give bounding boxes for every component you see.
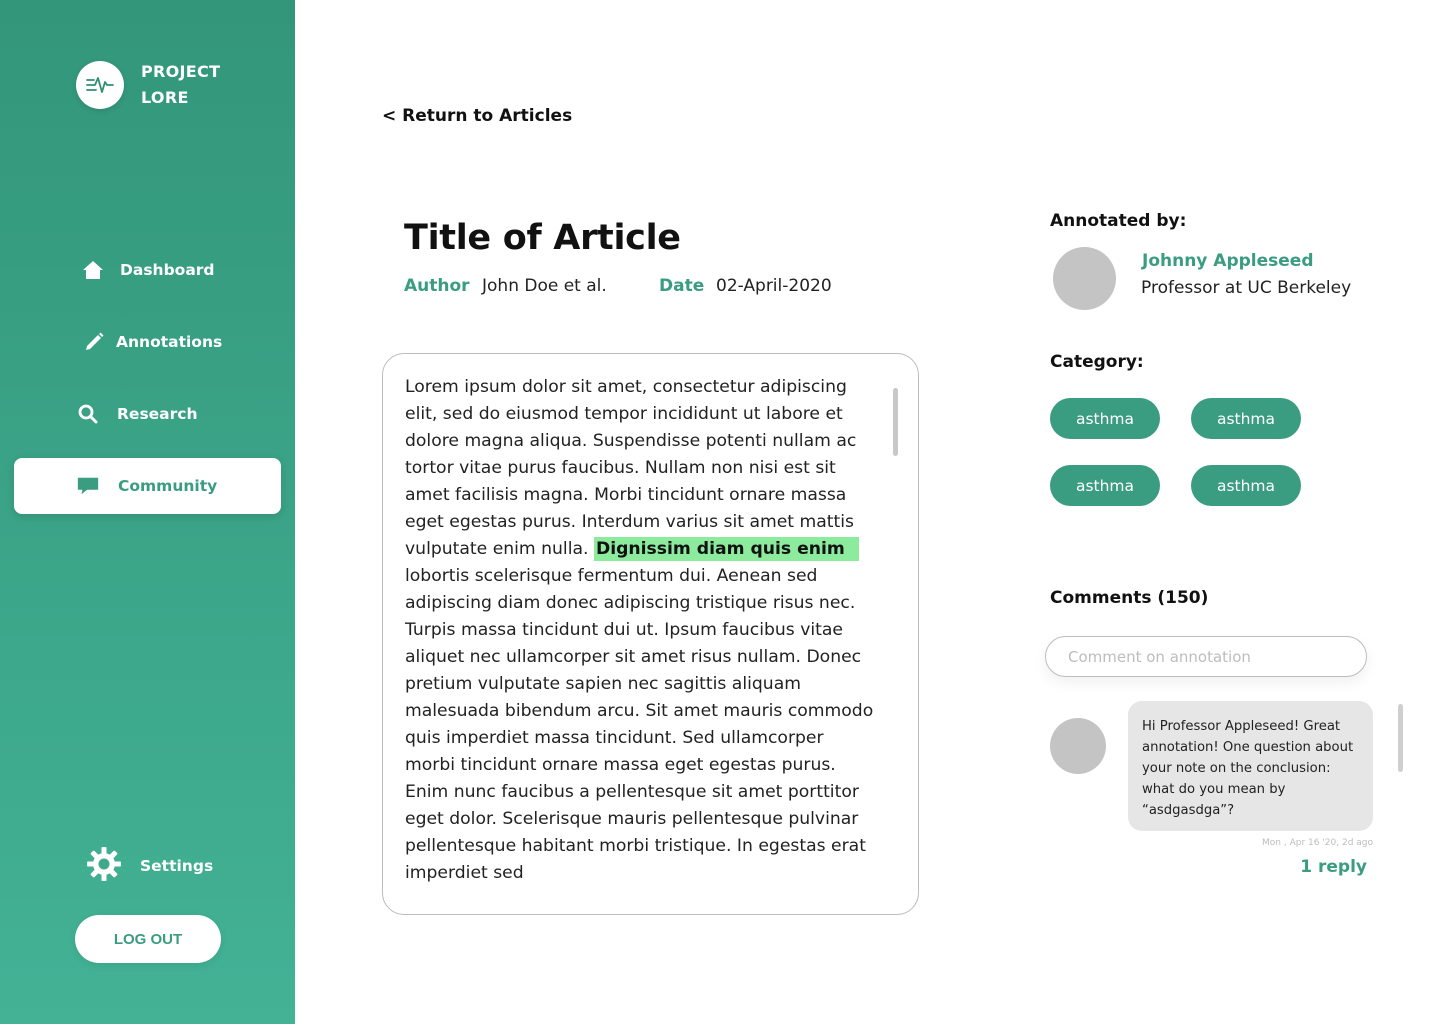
sidebar-item-label: Annotations (116, 333, 223, 351)
comment-bubble: Hi Professor Appleseed! Great annotation! One question about your note on the conclusion: what do you mean by “asdgasdga”? (1128, 701, 1373, 831)
sidebar-item-dashboard[interactable] (14, 242, 281, 298)
date-value: 02-April-2020 (716, 276, 832, 296)
category-tag[interactable]: asthma (1191, 465, 1301, 506)
sidebar (0, 0, 295, 1024)
author-value-wrap (482, 276, 607, 296)
home-icon (81, 258, 105, 282)
sidebar-item-community[interactable] (14, 458, 281, 514)
brand[interactable] (76, 59, 231, 111)
gear-icon (86, 846, 122, 886)
brand-line-1: PROJECT (141, 62, 221, 81)
pencil-icon (82, 330, 106, 354)
comments-scrollbar[interactable] (1398, 704, 1403, 772)
article-body-panel[interactable] (382, 353, 919, 915)
sidebar-item-research[interactable] (14, 386, 281, 442)
annotated-by-label: Annotated by: (1050, 211, 1187, 231)
return-to-articles-link[interactable]: < Return to Articles (382, 106, 573, 126)
author-label: Author (404, 276, 470, 296)
logout-button[interactable]: LOG OUT (75, 915, 221, 963)
commenter-avatar[interactable] (1050, 718, 1106, 774)
category-tag[interactable]: asthma (1050, 398, 1160, 439)
category-tag[interactable]: asthma (1050, 465, 1160, 506)
date-value-wrap (716, 276, 832, 296)
settings-button[interactable] (86, 846, 213, 886)
replies-link[interactable]: 1 reply (1300, 857, 1367, 877)
article-text-after: lobortis scelerisque fermentum dui. Aenean sed adipiscing diam donec adipiscing tristique risus nec. Turpis massa tincidunt dui ut. Ipsum faucibus vitae aliquet nec ullamcorper sit amet risus nullam. Donec pretium vulputate sapien nec sagittis aliquam malesuada bibendum arcu. Sit amet mauris commodo quis imperdiet massa tincidunt. Sed ullamcorper morbi tincidunt ornare massa eget egestas purus. Enim nunc faucibus a pellentesque sit amet porttitor eget dolor. Scelerisque mauris pellentesque pulvinar pellentesque habitant morbi tristique. In egestas erat imperdiet sed (405, 566, 874, 883)
pulse-lines-icon (76, 61, 124, 109)
article-title: Title of Article (404, 218, 681, 258)
annotator-name[interactable]: Johnny Appleseed (1142, 251, 1314, 271)
author-meta (404, 276, 470, 296)
annotator-role: Professor at UC Berkeley (1141, 278, 1352, 298)
category-label: Category: (1050, 352, 1144, 372)
article-text-before: Lorem ipsum dolor sit amet, consectetur adipiscing elit, sed do eiusmod tempor incididunt ut labore et dolore magna aliqua. Suspendisse potenti nullam ac tortor vitae purus faucibus. Nullam non nisi est sit amet facilisis magna. Morbi tincidunt ornare massa eget egestas purus. Interdum varius sit amet mattis vulputate enim nulla. (405, 377, 857, 559)
chat-icon (76, 474, 100, 498)
date-meta (659, 276, 704, 296)
author-value: John Doe et al. (482, 276, 607, 296)
article-body (405, 374, 875, 887)
comment-input[interactable] (1045, 636, 1367, 677)
brand-line-2: LORE (141, 88, 189, 107)
annotator-avatar[interactable] (1053, 247, 1116, 310)
sidebar-item-label: Community (118, 477, 218, 495)
sidebar-item-label: Research (117, 405, 198, 423)
brand-name (141, 59, 231, 111)
category-tag[interactable]: asthma (1191, 398, 1301, 439)
search-icon (76, 402, 100, 426)
date-label: Date (659, 276, 705, 296)
comment-timestamp: Mon , Apr 16 '20, 2d ago (1262, 838, 1373, 848)
article-scrollbar[interactable] (893, 388, 898, 456)
sidebar-item-annotations[interactable] (14, 314, 281, 370)
highlighted-annotation[interactable]: Dignissim diam quis enim (594, 537, 859, 561)
comments-header: Comments (150) (1050, 588, 1209, 608)
settings-label: Settings (140, 857, 214, 875)
sidebar-item-label: Dashboard (120, 261, 215, 279)
